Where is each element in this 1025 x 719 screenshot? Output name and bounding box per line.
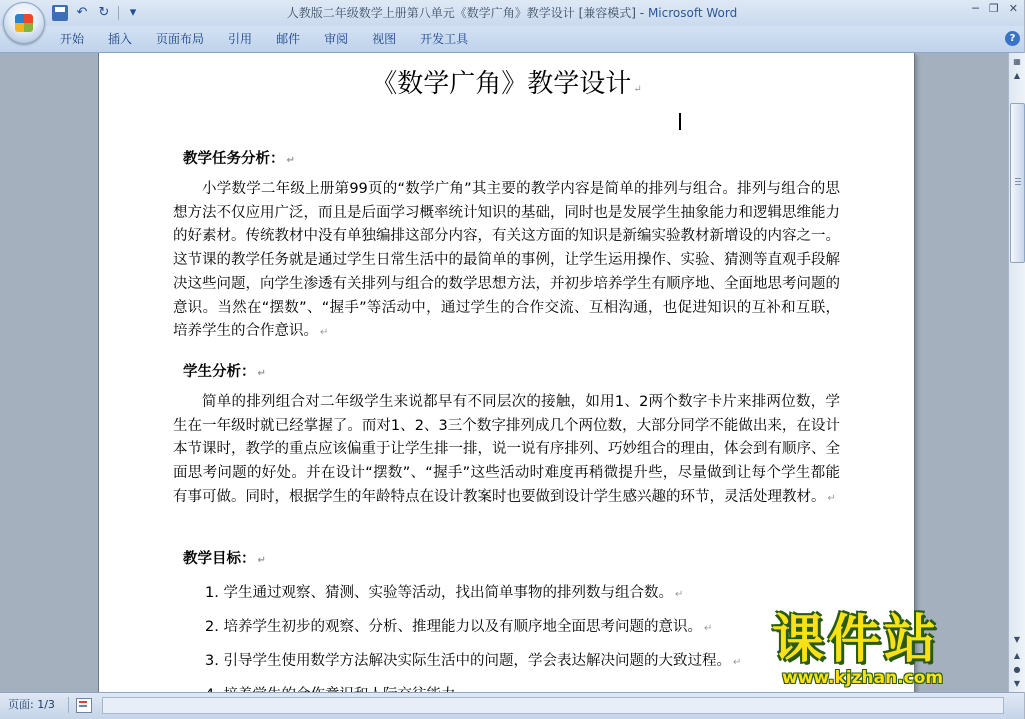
undo-icon[interactable]: ↶ <box>76 5 88 20</box>
page-title-text: 《数学广角》教学设计 <box>371 69 632 99</box>
tab-developer[interactable]: 开发工具 <box>420 32 469 46</box>
title-bar <box>0 0 1024 26</box>
quick-access-toolbar <box>52 3 141 23</box>
objective-text: 1. 学生通过观察、猜测、实验等活动，找出简单事物的排列数与组合数。 <box>205 585 673 601</box>
section-heading-student-analysis <box>183 360 266 381</box>
browse-object-icon[interactable]: ● <box>1013 665 1021 674</box>
status-divider <box>68 697 69 713</box>
grip-line <box>1015 178 1021 179</box>
scroll-up-icon[interactable]: ▲ <box>1013 71 1021 80</box>
heading-text: 教学任务分析： <box>183 151 285 167</box>
paragraph-mark: ↵ <box>257 555 266 566</box>
section-body-student-analysis <box>173 391 840 511</box>
paragraph-mark: ↵ <box>827 492 836 504</box>
body-text: 小学数学二年级上册第99页的“数学广角”其主要的教学内容是简单的排列与组合。排列与组合的思想方法不仅应用广泛，而且是后面学习概率统计知识的基础，同时也是发展学生抽象能力和逻辑思维能力的好素材。传统教材中没有单独编排这部分内容，有关这方面的知识是新编实验教材新增设的内容之一。这节课的教学任务就是通过学生日常生活中的最简单的事例，让学生运用操作、实验、猜测等直观手段解决这些问题，向学生渗透有关排列与组合的数学思想方法，并初步培养学生有顺序地、全面地思考问题的意识。当然在“摆数”、“握手”等活动中，通过学生的合作交流、互相沟通，也促进知识的互补和互联，培养学生的合作意识。 <box>173 181 840 340</box>
objective-text: 3. 引导学生使用数学方法解决实际生活中的问题，学会表达解决问题的大致过程。 <box>205 653 731 669</box>
tab-insert[interactable]: 插入 <box>108 32 133 46</box>
scrollbar-thumb[interactable] <box>1010 103 1025 263</box>
paragraph-mark: ↵ <box>286 155 295 166</box>
toolbar-separator <box>118 6 119 20</box>
app-name: Microsoft Word <box>647 6 738 20</box>
paragraph-mark: ↵ <box>320 327 329 339</box>
office-button[interactable] <box>3 2 45 44</box>
section-heading-objectives <box>183 547 266 568</box>
ribbon <box>0 26 1024 53</box>
tab-mailings[interactable]: 邮件 <box>276 32 301 46</box>
title-separator: - <box>635 6 648 20</box>
paragraph-mark: ↵ <box>674 589 684 600</box>
tab-page-layout[interactable]: 页面布局 <box>156 32 205 46</box>
tab-review[interactable]: 审阅 <box>324 32 349 46</box>
redo-icon[interactable]: ↻ <box>98 5 110 20</box>
document-workspace <box>0 53 1008 692</box>
watermark-url: www.kjzhan.com <box>782 668 944 688</box>
minimize-icon[interactable]: ─ <box>972 2 979 15</box>
grip-line <box>1015 184 1021 185</box>
body-text: 简单的排列组合对二年级学生来说都早有不同层次的接触，如用1、2两个数字卡片来排两位数，学生在一年级时就已经掌握了。而对1、2、3三个数字排列成几个两位数，大部分同学不能做出来，在设计本节课时，教学的重点应该偏重于让学生排一排，说一说有序排列、巧妙组合的理由，体会到有顺序、全面思考问题的好处。并在设计“摆数”、“握手”这些活动时难度再稍微提升些，尽量做到让每个学生都能有事可做。同时，根据学生的年龄特点在设计教案时也要做到设计学生感兴趣的环节，灵活处理教材。 <box>173 394 840 505</box>
text-cursor <box>679 113 681 130</box>
scroll-down-icon[interactable]: ▼ <box>1013 635 1021 644</box>
heading-text: 学生分析： <box>183 364 256 380</box>
previous-page-icon[interactable]: ▲ <box>1013 651 1021 660</box>
paragraph-mark: ↵ <box>257 368 266 379</box>
page-title <box>173 63 840 100</box>
section-body-task-analysis <box>173 178 840 345</box>
help-icon[interactable]: ? <box>1005 31 1020 46</box>
ribbon-tabs <box>48 26 480 52</box>
watermark-logo <box>772 612 1012 692</box>
objective-item <box>205 581 683 602</box>
paragraph-mark: ↵ <box>633 84 642 95</box>
office-logo-icon <box>15 14 33 32</box>
watermark-brand: 课件站 <box>772 610 941 670</box>
document-title-text: 人教版二年级数学上册第八单元《数学广角》教学设计 [兼容模式] <box>286 6 636 20</box>
vertical-scrollbar[interactable] <box>1008 53 1025 692</box>
tab-view[interactable]: 视图 <box>372 32 397 46</box>
window-controls <box>972 2 1018 15</box>
save-icon[interactable] <box>52 5 68 21</box>
tab-references[interactable]: 引用 <box>228 32 253 46</box>
next-page-icon[interactable]: ▼ <box>1013 679 1021 688</box>
paragraph-mark: ↵ <box>703 623 713 634</box>
ruler-toggle-icon[interactable]: ▦ <box>1013 57 1021 66</box>
grip-line <box>1015 181 1021 182</box>
heading-text: 教学目标： <box>183 551 256 567</box>
tab-home[interactable]: 开始 <box>60 32 85 46</box>
proofing-icon[interactable] <box>76 698 92 713</box>
paragraph-mark: ↵ <box>732 657 742 668</box>
objective-item <box>205 649 741 670</box>
horizontal-scrollbar[interactable] <box>102 697 1004 714</box>
window-title <box>0 0 1024 26</box>
page-number-status[interactable]: 页面: 1/3 <box>8 698 55 711</box>
status-bar <box>0 692 1024 719</box>
customize-toolbar-icon[interactable]: ▾ <box>129 5 137 20</box>
section-heading-task-analysis <box>183 147 295 168</box>
close-icon[interactable]: ✕ <box>1008 2 1018 15</box>
objective-text: 2. 培养学生初步的观察、分析、推理能力以及有顺序地全面思考问题的意识。 <box>205 619 702 635</box>
objective-item <box>205 615 712 636</box>
restore-icon[interactable]: ❐ <box>988 2 999 15</box>
